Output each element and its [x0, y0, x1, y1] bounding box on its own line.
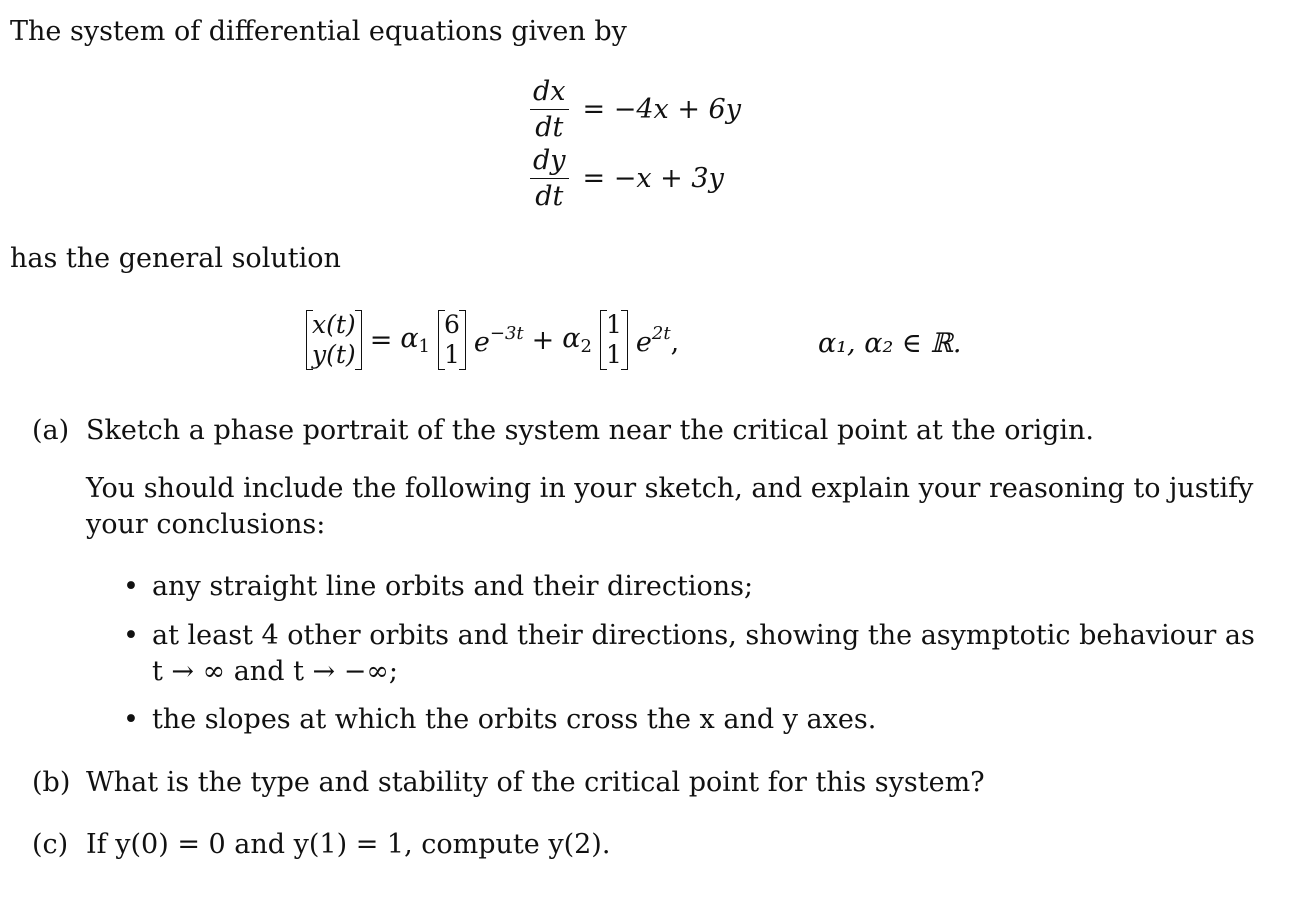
fraction-numerator: dx [530, 76, 569, 110]
part-b-question: What is the type and stability of the critical point for this system? [86, 767, 985, 798]
fraction-dy-dt [530, 145, 569, 212]
vector-entry-y: y(t) [312, 340, 356, 369]
vector-entry-x: x(t) [312, 310, 356, 339]
bullet-text: any straight line orbits and their directions; [152, 571, 754, 602]
part-a-question: Sketch a phase portrait of the system near the critical point at the origin. [86, 415, 1094, 446]
bullet-dot: • [123, 620, 139, 651]
bullet-text: at least 4 other orbits and their directions, showing the asymptotic behaviour as [152, 620, 1255, 651]
ode-equation-2 [530, 145, 741, 212]
ode-equation-1 [530, 76, 741, 143]
general-solution-label: has the general solution [10, 243, 341, 274]
bullet-dot: • [123, 571, 139, 602]
bullet-item [123, 571, 754, 602]
fraction-dx-dt [530, 76, 569, 143]
bullet-continuation [152, 656, 398, 687]
exponential-term-1: $e^{-3t}$ [473, 322, 524, 358]
eigenvector-1-top: 6 [444, 310, 460, 339]
bullet-text: the slopes at which the orbits cross the x and y axes. [152, 704, 877, 735]
part-c-question: If y(0) = 0 and y(1) = 1, compute y(2). [86, 829, 611, 860]
eigenvector-1-bottom: 1 [444, 340, 460, 369]
equals-sign: = [369, 324, 393, 356]
bullet-dot: • [123, 704, 139, 735]
eigenvector-2-bottom: 1 [605, 340, 622, 369]
eigenvector-1 [438, 310, 466, 370]
fraction-numerator: dy [530, 145, 569, 179]
ode-rhs-2: = −x + 3y [582, 163, 724, 194]
coefficient-alpha-1: $\alpha_1$ [400, 323, 430, 357]
exponential-term-2: $e^{2t}$, [635, 322, 680, 358]
coefficient-domain: α₁, α₂ ∈ ℝ. [818, 328, 962, 359]
part-b-label: (b) [32, 767, 71, 798]
ode-system [530, 76, 741, 212]
bullet-text-continued: t → ∞ and t → −∞; [152, 656, 398, 687]
ode-rhs-1: = −4x + 6y [582, 94, 741, 125]
plus-sign: + [531, 324, 555, 356]
part-a-label: (a) [32, 415, 70, 446]
part-a-instruction: You should include the following in your sketch, and explain your reasoning to justify your conclusions: [86, 473, 1254, 540]
coefficient-alpha-2: $\alpha_2$ [562, 323, 592, 357]
fraction-denominator: dt [535, 112, 564, 143]
eigenvector-2 [600, 310, 628, 370]
fraction-denominator: dt [535, 181, 564, 212]
part-c-label: (c) [32, 829, 69, 860]
bullet-item [123, 620, 1255, 651]
eigenvector-2-top: 1 [605, 310, 622, 339]
bullet-item [123, 704, 877, 735]
solution-vector [306, 310, 362, 370]
intro-text: The system of differential equations given by [10, 16, 627, 47]
general-solution-formula [306, 310, 679, 370]
